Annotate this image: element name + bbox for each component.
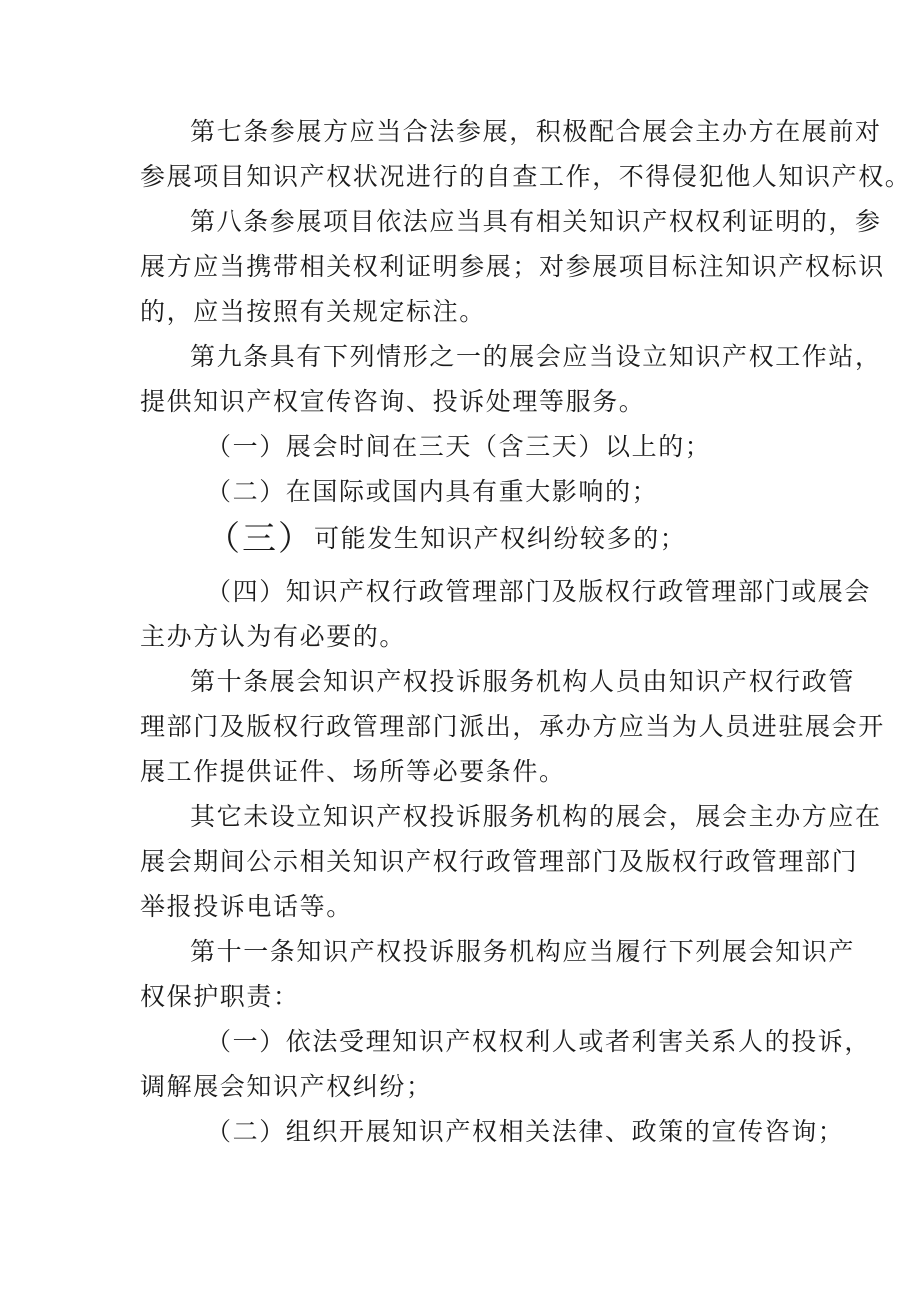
- article-10-line-2: 理部门及版权行政管理部门派出，承办方应当为人员进驻展会开: [140, 712, 885, 741]
- article-11-item-1-line-2: 调解展会知识产权纠纷；: [140, 1072, 433, 1101]
- article-10-para-2-line-2: 展会期间公示相关知识产权行政管理部门及版权行政管理部门: [140, 847, 859, 876]
- article-11-line-2: 权保护职责：: [140, 982, 300, 1011]
- article-10-line-1: 第十条展会知识产权投诉服务机构人员由知识产权行政管: [190, 667, 856, 696]
- article-10-para-2-line-1: 其它未设立知识产权投诉服务机构的展会，展会主办方应在: [190, 802, 882, 831]
- article-8-line-1: 第八条参展项目依法应当具有相关知识产权权利证明的，参: [190, 207, 882, 236]
- item-3-number: （三）: [206, 519, 314, 559]
- article-9-item-3: [206, 519, 687, 559]
- article-10-line-3: 展工作提供证件、场所等必要条件。: [140, 757, 566, 786]
- article-9-item-1: （一）展会时间在三天（含三天）以上的；: [206, 432, 712, 461]
- article-11-item-2: （二）组织开展知识产权相关法律、政策的宣传咨询；: [206, 1117, 845, 1146]
- article-11-line-1: 第十一条知识产权投诉服务机构应当履行下列展会知识产: [190, 937, 856, 966]
- article-7-line-1: 第七条参展方应当合法参展，积极配合展会主办方在展前对: [190, 117, 882, 146]
- article-9-item-4-line-1: （四）知识产权行政管理部门及版权行政管理部门或展会: [206, 577, 872, 606]
- article-9-line-2: 提供知识产权宣传咨询、投诉处理等服务。: [140, 387, 646, 416]
- article-9-line-1: 第九条具有下列情形之一的展会应当设立知识产权工作站，: [190, 342, 882, 371]
- article-7-line-2: 参展项目知识产权状况进行的自查工作，不得侵犯他人知识产权。: [140, 162, 912, 191]
- article-8-line-2: 展方应当携带相关权利证明参展；对参展项目标注知识产权标识: [140, 252, 885, 281]
- article-8-line-3: 的，应当按照有关规定标注。: [140, 297, 486, 326]
- item-3-text: 可能发生知识产权纠纷较多的；: [314, 524, 687, 553]
- article-10-para-2-line-3: 举报投诉电话等。: [140, 892, 353, 921]
- article-9-item-4-line-2: 主办方认为有必要的。: [140, 622, 407, 651]
- article-9-item-2: （二）在国际或国内具有重大影响的；: [206, 477, 659, 506]
- article-11-item-1-line-1: （一）依法受理知识产权权利人或者利害关系人的投诉，: [206, 1027, 872, 1056]
